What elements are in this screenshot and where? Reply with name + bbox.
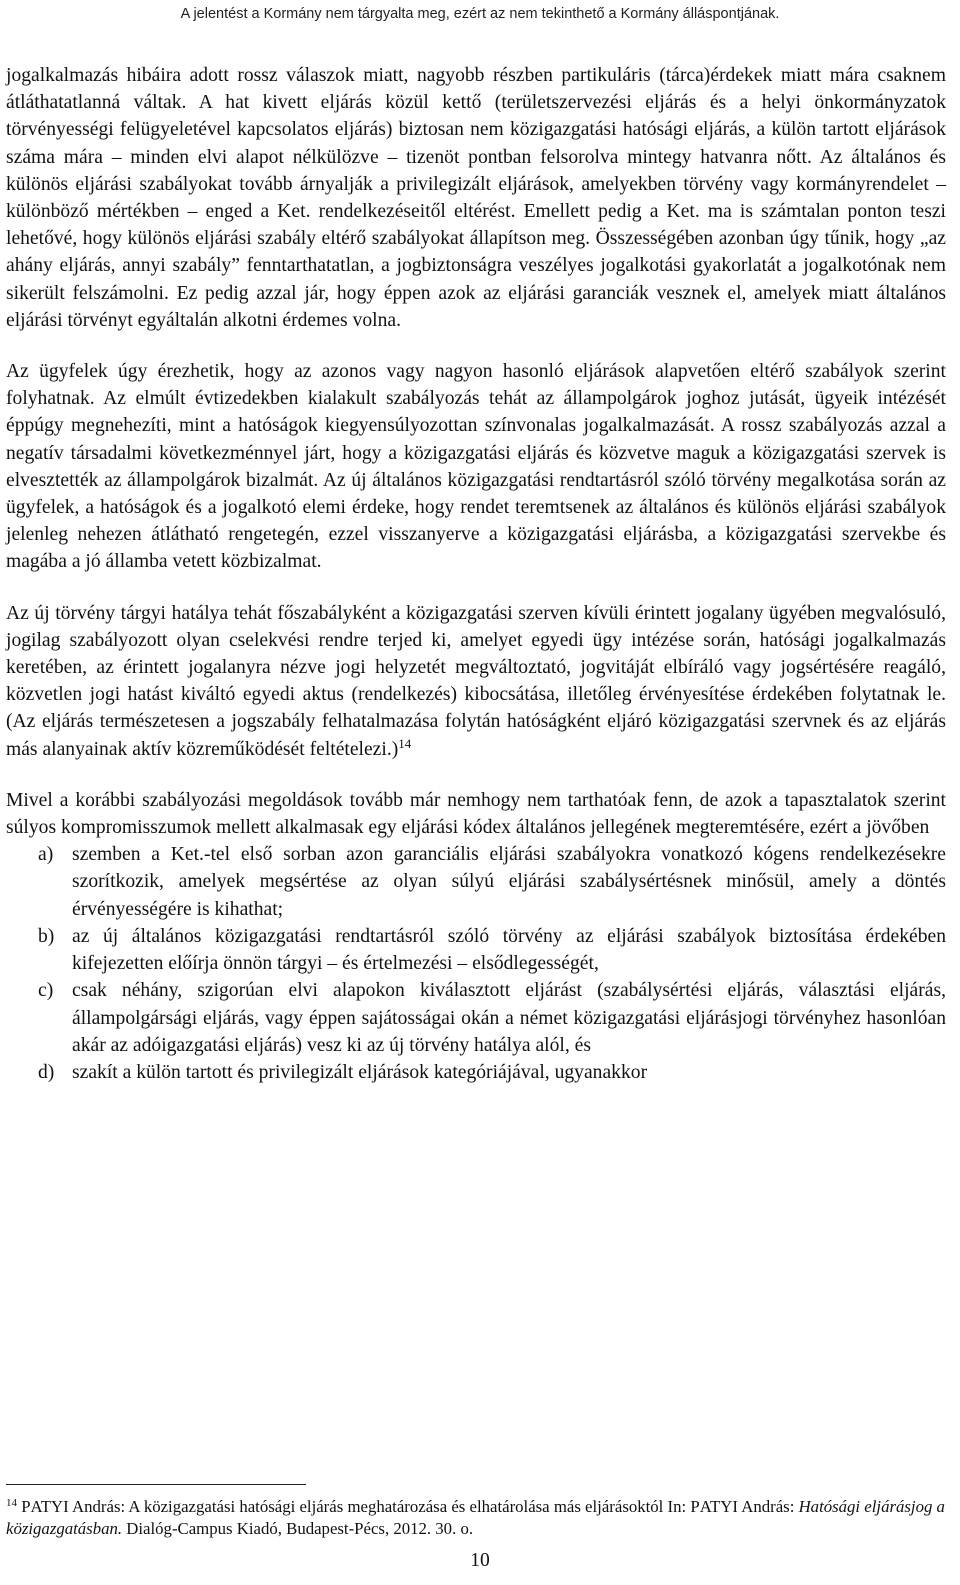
paragraph-4: Mivel a korábbi szabályozási megoldások tovább már nemhogy nem tarthatóak fenn, de azok a tapasztalatok szerint súlyos kompromisszumok mellett alkalmasak egy eljárási kódex általános jellegének megteremtésére, ezért a jövőben bbox=[6, 789, 946, 839]
paragraph-2: Az ügyfelek úgy érezhetik, hogy az azonos vagy nagyon hasonló eljárások alapvetően eltérő szabályok szerint folyhatnak. Az elmúlt évtizedekben kialakult szabályozás tehát az állampolgárok joghoz jutását, ügyeik intézését éppúgy megnehezíti, mint a hatóságok kiegyensúlyozottan színvonalas jogalkalmazását. A rossz szabályozás azzal a negatív társadalmi következménnyel járt, hogy a közigazgatási eljárás és közvetve maguk a közigazgatási szervek is elvesztették az állampolgárok bizalmát. Az új általános közigazgatási rendtartásról szóló törvény megalkotása során az ügyfelek, a hatóságok és a jogalkotó elemi érdeke, hogy rendet teremtsenek az általános és különös eljárási szabályok jelenleg nehezen átlátható rengetegén, ezzel visszanyerve a közigazgatási eljárásba, a közigazgatási szervekbe és magába a jó államba vetett közbizalmat. bbox=[6, 361, 946, 573]
paragraph-3-text: Az új törvény tárgyi hatálya tehát főszabályként a közigazgatási szerven kívüli érintett jogalany ügyében megvalósuló, jogilag szabályozott olyan cselekvési rendre terjed ki, amelyet egyedi ügy intézése során, hatósági jogalkalmazás keretében, az érintett jogalanyra nézve jogi helyzetét megváltoztató, jogvitáját elbíráló vagy jogsértésére reagáló, közvetlen jogi hatást kiváltó egyedi aktus (rendelkezés) kibocsátása, illetőleg érvényesítése érdekében folytatnak le. (Az eljárás természetesen a jogszabály felhatalmazása folytán hatóságként eljáró közigazgatási szervnek és az eljárás más alanyainak aktív közreműködését feltételezi.) bbox=[6, 602, 946, 760]
list-item bbox=[6, 977, 946, 1059]
list-item bbox=[6, 841, 946, 923]
list-item bbox=[6, 923, 946, 977]
footnote-author-initial: P bbox=[21, 1497, 31, 1516]
list-marker: a) bbox=[38, 844, 54, 866]
document-body bbox=[6, 62, 946, 1086]
footnote-author-surname: ATYI bbox=[30, 1497, 69, 1516]
footnote-editor-surname: ATYI bbox=[699, 1497, 738, 1516]
footnote-text-1: András: A közigazgatási hatósági eljárás meghatározása és elhatárolása más eljárásoktól In: bbox=[68, 1497, 691, 1516]
list-item-text: szakít a külön tartott és privilegizált eljárások kategóriájával, ugyanakkor bbox=[72, 1061, 648, 1083]
paragraph-1: jogalkalmazás hibáira adott rossz válaszok miatt, nagyobb részben partikuláris (tárca)érdekek miatt mára csaknem átláthatatlanná váltak. A hat kivett eljárás közül kettő (területszervezési eljárás és a helyi önkormányzatok törvényességi felügyeletével kapcsolatos eljárás) biztosan nem közigazgatási hatósági eljárás, a külön tartott eljárások száma mára – minden elvi alapot nélkülözve – tizenöt pontban felsorolva mintegy hatvanra nőtt. Az általános és különös eljárási szabályokat tovább árnyalják a privilegizált eljárások, amelyekben törvény vagy kormányrendelet – különböző mértékben – enged a Ket. rendelkezéseitől eltérést. Emellett pedig a Ket. ma is számtalan ponton teszi lehetővé, hogy különös eljárási szabály eltérő szabályokat állapítson meg. Összességében azonban úgy tűnik, hogy „az ahány eljárás, annyi szabály” fenntarthatatlan, a jogbiztonságra veszélyes jogalkotási gyakorlatát a jogalkotónak nem sikerült felszámolni. Ez pedig azzal jár, hogy éppen azok az eljárási garanciák vesznek el, amelyek miatt általános eljárási törvényt egyáltalán alkotni érdemes volna. bbox=[6, 65, 946, 331]
footnote-text-3: Dialóg-Campus Kiadó, Budapest-Pécs, 2012. 30. o. bbox=[122, 1519, 474, 1538]
list-item-text: az új általános közigazgatási rendtartásról szóló törvény az eljárási szabályok biztosítása érdekében kifejezetten előírja önnön tárgyi – és értelmezési – elsődlegességét, bbox=[72, 925, 946, 975]
list-item-text: szemben a Ket.-tel első sorban azon garanciális eljárási szabályokra vonatkozó kógens rendelkezésekre szorítkozik, amelyek megsértése az olyan súlyú eljárási szabálysértésnek minősül, amely a döntés érvényességére is kihathat; bbox=[72, 844, 946, 920]
list-item bbox=[6, 1059, 946, 1086]
page-number: 10 bbox=[470, 1550, 490, 1571]
footnote-number: 14 bbox=[6, 1497, 17, 1509]
footnote-reference[interactable]: 14 bbox=[398, 735, 412, 751]
footnote-separator bbox=[6, 1484, 306, 1485]
footnote-book-title: Hatósági eljárásjog a közigazgatásban. bbox=[6, 1497, 945, 1538]
footnote-text-2: András: bbox=[737, 1497, 799, 1516]
list-marker: d) bbox=[38, 1061, 55, 1083]
enumerated-list bbox=[6, 841, 946, 1086]
list-item-text: csak néhány, szigorúan elvi alapokon kiválasztott eljárást (szabálysértési eljárás, választási eljárás, állampolgársági eljárás, vagy éppen sajátosságai okán a német közigazgatási eljárásjogi törvényhez hasonlóan akár az adóigazgatási eljárás) vesz ki az új törvény hatálya alól, és bbox=[72, 980, 946, 1056]
list-marker: c) bbox=[38, 980, 54, 1002]
footnote-editor-initial: P bbox=[690, 1497, 700, 1516]
footnote bbox=[6, 1496, 946, 1540]
paragraph-3 bbox=[6, 600, 946, 763]
page-header: A jelentést a Kormány nem tárgyalta meg, ezért az nem tekinthető a Kormány álláspontjának. bbox=[180, 6, 780, 22]
list-marker: b) bbox=[38, 925, 55, 947]
